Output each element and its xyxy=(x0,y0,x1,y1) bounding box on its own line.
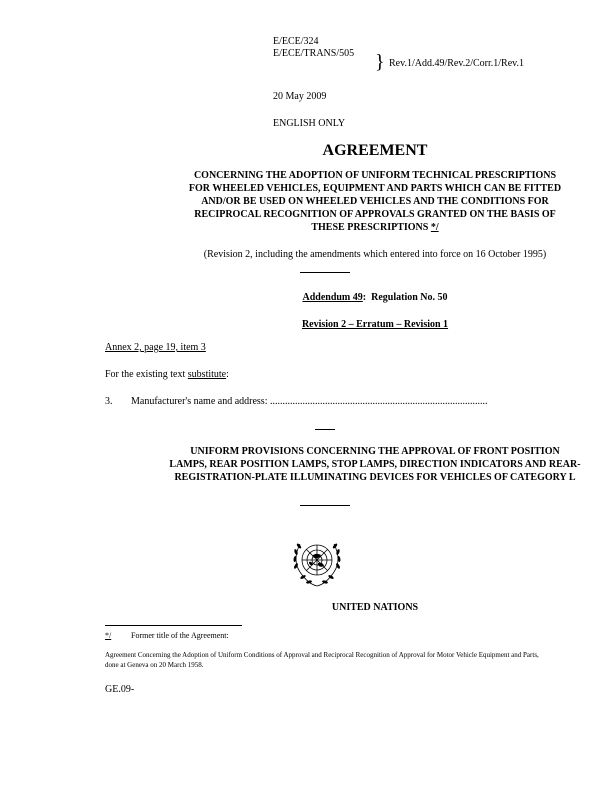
addendum-label: Addendum 49 xyxy=(302,292,363,303)
annex-reference: Annex 2, page 19, item 3 xyxy=(105,342,206,353)
divider-3 xyxy=(300,505,350,506)
organization-name: UNITED NATIONS xyxy=(331,602,419,613)
un-emblem-icon xyxy=(288,532,346,594)
item-text: Manufacturer's name and address: ....................................................................................... xyxy=(131,396,488,407)
revision-note: (Revision 2, including the amendments which entered into force on 16 October 1995) xyxy=(203,249,547,260)
agreement-title-line-1: CONCERNING THE ADOPTION OF UNIFORM TECHNICAL PRESCRIPTIONS xyxy=(193,170,557,181)
symbol-brace: } xyxy=(375,51,385,73)
for-existing-colon: : xyxy=(226,369,229,380)
item-number: 3. xyxy=(105,396,113,407)
divider-2 xyxy=(315,429,335,430)
revision-reference: Rev.1/Add.49/Rev.2/Corr.1/Rev.1 xyxy=(389,58,524,69)
addendum-line xyxy=(100,292,612,304)
agreement-heading: AGREEMENT xyxy=(322,142,428,159)
agreement-title-line-5: THESE PRESCRIPTIONS xyxy=(311,222,429,233)
document-symbol-2: E/ECE/TRANS/505 xyxy=(273,48,355,59)
for-existing-text xyxy=(105,369,229,381)
regulation-number: Regulation No. 50 xyxy=(371,292,448,303)
title-footnote-ref[interactable]: */ xyxy=(430,222,439,233)
uniform-line-3: REGISTRATION-PLATE ILLUMINATING DEVICES FOR VEHICLES OF CATEGORY L xyxy=(174,472,576,483)
item-3 xyxy=(105,396,487,408)
erratum-line: Revision 2 – Erratum – Revision 1 xyxy=(301,319,449,330)
job-number: GE.09- xyxy=(105,684,135,695)
agreement-title-line-3: AND/OR BE USED ON WHEELED VEHICLES AND THE CONDITIONS FOR xyxy=(201,196,549,207)
uniform-provisions-title xyxy=(100,445,612,484)
agreement-title xyxy=(100,169,612,234)
uniform-line-2: LAMPS, REAR POSITION LAMPS, STOP LAMPS, DIRECTION INDICATORS AND REAR- xyxy=(169,459,581,470)
footnote-separator xyxy=(105,625,242,626)
substitute-word: substitute xyxy=(187,369,227,380)
footnote-text: Agreement Concerning the Adoption of Uniform Conditions of Approval and Reciprocal Recognition of Approval for Motor Vehicle Equipment and Parts, done at Geneva on 20 March 1958. xyxy=(105,651,539,669)
agreement-title-line-4: RECIPROCAL RECOGNITION OF APPROVALS GRANTED ON THE BASIS OF xyxy=(194,209,556,220)
footnote-label: Former title of the Agreement: xyxy=(131,631,229,640)
addendum-separator: : xyxy=(362,292,372,303)
uniform-line-1: UNIFORM PROVISIONS CONCERNING THE APPROVAL OF FRONT POSITION xyxy=(190,446,560,457)
footnote-mark: */ xyxy=(105,631,112,640)
document-symbols xyxy=(273,36,354,60)
document-date: 20 May 2009 xyxy=(273,91,327,102)
for-existing-prefix: For the existing text xyxy=(105,369,188,380)
language-note: ENGLISH ONLY xyxy=(273,118,346,129)
divider-1 xyxy=(300,272,350,273)
agreement-title-line-2: FOR WHEELED VEHICLES, EQUIPMENT AND PARTS WHICH CAN BE FITTED xyxy=(188,183,562,194)
document-symbol-1: E/ECE/324 xyxy=(273,36,319,47)
